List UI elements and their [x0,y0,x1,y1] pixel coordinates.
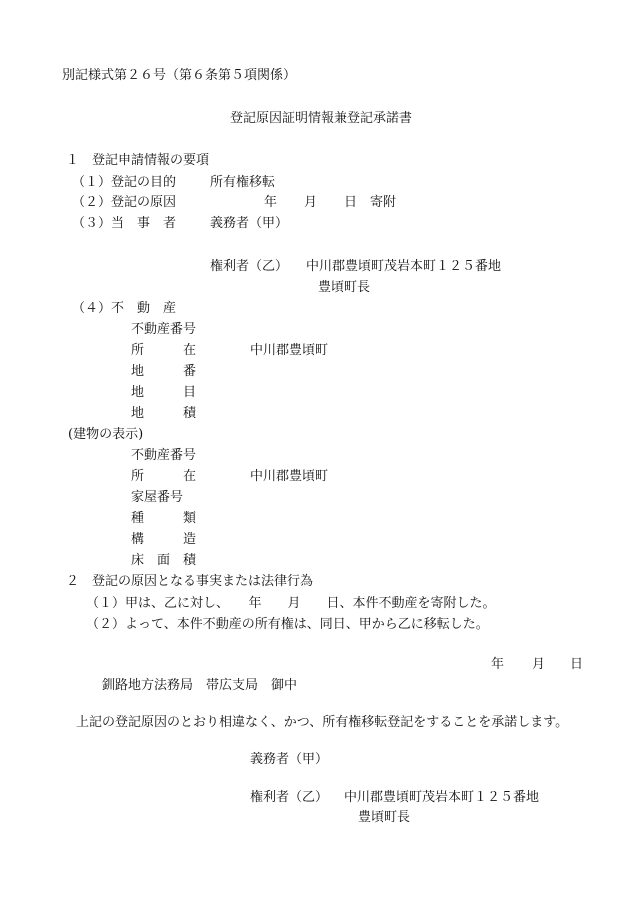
item1-value: 所有権移転 [210,175,276,190]
signature-obligor-label: 義務者（甲） [250,752,329,767]
building-house-number-label: 家屋番号 [131,490,184,505]
item2-label: （２）登記の原因 [72,195,177,210]
item1-label: （１）登記の目的 [72,175,177,190]
section2-para2: （２）よって、本件不動産の所有権は、同日、甲から乙に移転した。 [86,617,489,632]
item3-holder-address: 中川郡豊頃町茂岩本町１２５番地 [306,259,502,274]
land-location-label: 所 在 [131,343,197,358]
form-number: 別記様式第２６号（第６条第５項関係） [62,68,297,83]
signature-holder-label: 権利者（乙） [250,790,329,805]
land-category-label: 地 目 [131,385,197,400]
building-floor-area-label: 床 面 積 [131,553,197,568]
date-day: 日 [570,657,584,672]
item3-holder-name: 豊頃町長 [318,280,371,295]
land-lot-label: 地 番 [131,364,197,379]
signature-holder-address: 中川郡豊頃町茂岩本町１２５番地 [344,790,540,805]
item3-holder-label: 権利者（乙） [210,259,289,274]
building-location-label: 所 在 [131,469,197,484]
building-number-label: 不動産番号 [131,448,197,463]
building-structure-label: 構 造 [131,532,197,547]
date-month: 月 [532,657,546,672]
land-number-label: 不動産番号 [131,322,197,337]
document-title: 登記原因証明情報兼登記承諾書 [230,111,413,126]
item2-reason: 寄附 [370,195,397,210]
building-heading: (建物の表示) [68,427,144,442]
land-location-value: 中川郡豊頃町 [250,343,329,358]
signature-holder-name: 豊頃町長 [358,810,411,825]
item2-month: 月 [304,195,318,210]
item3-label: （３）当 事 者 [72,216,177,231]
addressee: 釧路地方法務局 帯広支局 御中 [102,678,298,693]
building-type-label: 種 類 [131,511,197,526]
land-area-label: 地 積 [131,406,197,421]
item2-day: 日 [344,195,358,210]
section2-para1: （１）甲は、乙に対し、 年 月 日、本件不動産を寄附した。 [86,596,496,611]
item2-year: 年 [264,195,278,210]
item4-label: （４）不 動 産 [72,301,177,316]
consent-text: 上記の登記原因のとおり相違なく、かつ、所有権移転登記をすることを承諾します。 [76,715,569,730]
section1-heading: １ 登記申請情報の要項 [66,153,210,168]
section2-heading: ２ 登記の原因となる事実または法律行為 [66,574,314,589]
building-location-value: 中川郡豊頃町 [250,469,329,484]
item3-obligor-label: 義務者（甲） [210,216,289,231]
date-year: 年 [491,657,505,672]
